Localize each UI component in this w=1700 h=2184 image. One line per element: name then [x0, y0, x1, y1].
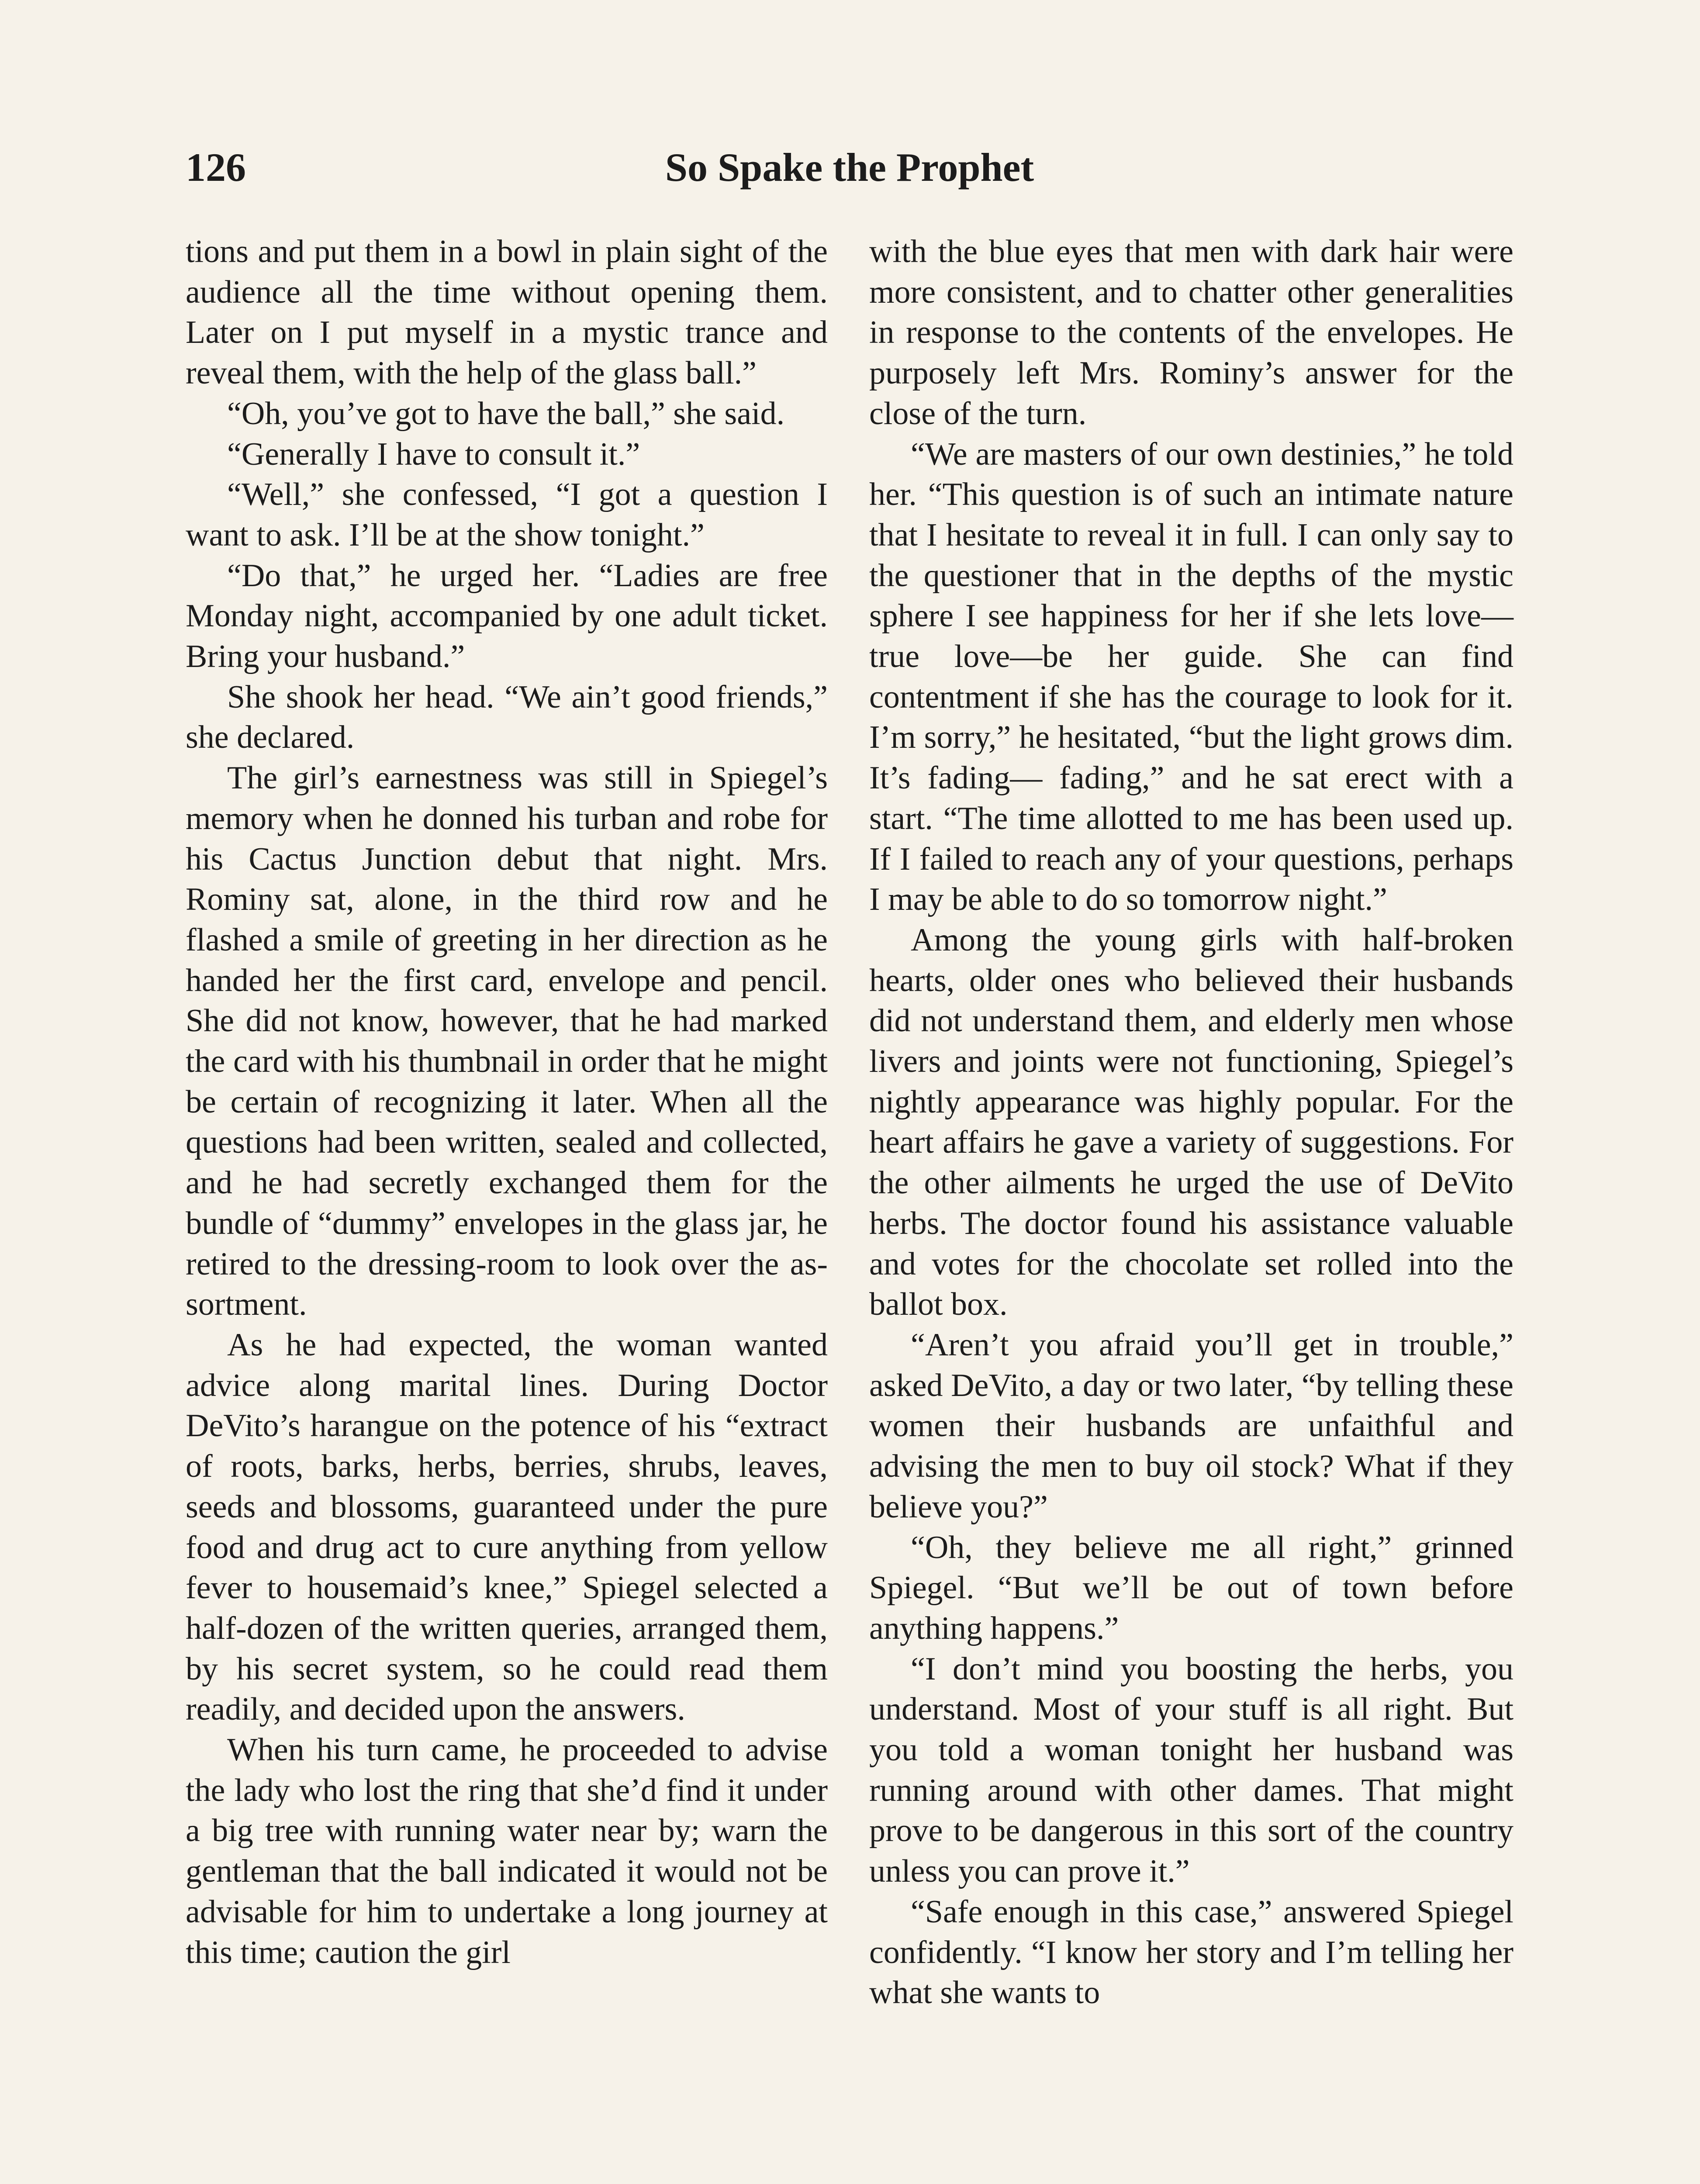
paragraph: When his turn came, he proceeded to advise the lady who lost the ring that she’d find it under a big tree with running water near by; warn the gentleman that the ball indicated it would not be advisable for him to undertake a long journey at this time; caution the girl — [186, 1732, 828, 1970]
paragraph: The girl’s earnestness was still in Spiegel’s memory when he donned his turban and robe for his Cactus Junction debut that night. Mrs. Rominy sat, alone, in the third row and he flashed a smile of greeting in her direction as he handed her the first card, envelope and pencil. She did not know, however, that he had marked the card with his thumbnail in order that he might be certain of recognizing it later. When all the questions had been written, sealed and collected, and he had secretly exchanged them for the bundle of “dummy” envelopes in the glass jar, he retired to the dressing-room to look over the assortment. — [186, 760, 828, 1323]
paragraph: “I don’t mind you boosting the herbs, you understand. Most of your stuff is all right. But you told a woman tonight her husband was running around with other dames. That might prove to be dangerous in this sort of the country unless you can prove it.” — [869, 1651, 1513, 1890]
paragraph: She shook her head. “We ain’t good friends,” she declared. — [186, 679, 828, 756]
paragraph: “Well,” she confessed, “I got a question I want to ask. I’ll be at the show tonight.” — [186, 477, 828, 553]
paragraph: “Do that,” he urged her. “Ladies are free Monday night, accompanied by one adult ticket. Bring your husband.” — [186, 557, 828, 675]
paragraph: “Oh, you’ve got to have the ball,” she said. — [227, 395, 785, 432]
paragraph: Among the young girls with half-broken hearts, older ones who believed their husbands did not understand them, and elderly men whose livers and joints were not functioning, Spiegel’s nightly appearance was highly popular. For the heart affairs he gave a variety of suggestions. For the other ailments he urged the use of DeVito herbs. The doctor found his assistance valuable and votes for the chocolate set rolled into the ballot box. — [869, 922, 1513, 1323]
page-number: 126 — [186, 145, 246, 190]
left-column — [186, 232, 828, 1973]
paragraph: with the blue eyes that men with dark hair were more consistent, and to chatter other generalities in response to the contents of the envelopes. He purposely left Mrs. Rominy’s answer for the close of the turn. — [869, 234, 1513, 432]
paragraph: “Oh, they believe me all right,” grinned Spiegel. “But we’ll be out of town before anything happens.” — [869, 1529, 1513, 1646]
paragraph: “We are masters of our own destinies,” he told her. “This question is of such an intimate nature that I hesitate to reveal it in full. I can only say to the questioner that in the depths of the mystic sphere I see happiness for her if she lets love—true love—be her guide. She can find contentment if she has the courage to look for it. I’m sorry,” he hesitated, “but the light grows dim. It’s fading— fading,” and he sat erect with a start. “The time allotted to me has been used up. If I failed to reach any of your questions, perhaps I may be able to do so tomorrow night.” — [869, 436, 1513, 918]
paragraph: “Aren’t you afraid you’ll get in trouble,” asked DeVito, a day or two later, “by telling these women their husbands are unfaithful and advising the men to buy oil stock? What if they believe you?” — [869, 1327, 1513, 1525]
page-header — [186, 144, 1513, 205]
paragraph: As he had expected, the woman wanted advice along marital lines. During Doctor DeVito’s harangue on the potence of his “extract of roots, barks, herbs, berries, shrubs, leaves, seeds and blossoms, guaranteed under the pure food and drug act to cure anything from yellow fever to housemaid’s knee,” Spiegel selected a half-dozen of the written queries, arranged them, by his secret system, so he could read them readily, and decided upon the answers. — [186, 1327, 828, 1728]
paragraph: “Generally I have to consult it.” — [227, 436, 640, 472]
paragraph: tions and put them in a bowl in plain sight of the audience all the time without opening them. Later on I put myself in a mystic trance and reveal them, with the help of the glass ball.” — [186, 234, 828, 391]
paragraph: “Safe enough in this case,” answered Spiegel confidently. “I know her story and I’m telling her what she wants to — [869, 1894, 1513, 2011]
running-title: So Spake the Prophet — [665, 145, 1034, 190]
right-column — [869, 232, 1513, 2013]
